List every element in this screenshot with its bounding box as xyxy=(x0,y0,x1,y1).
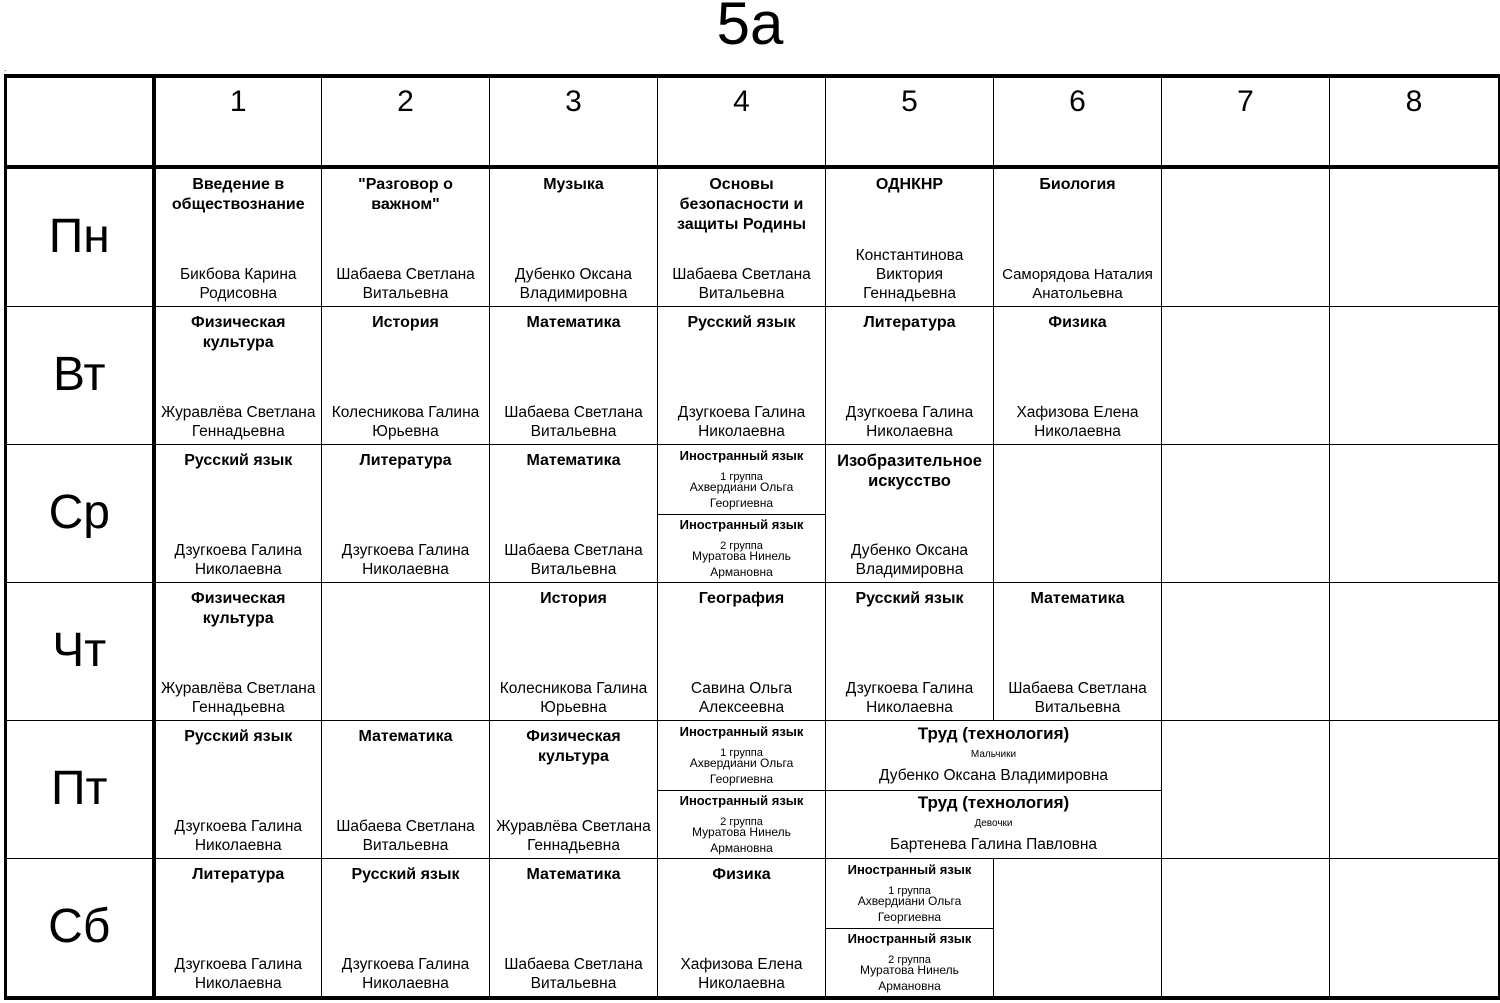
group-1-lesson xyxy=(658,445,825,515)
teacher-name: Бартенева Галина Павловна xyxy=(889,836,1097,853)
empty-cell xyxy=(994,859,1162,999)
teacher-name: Дзугкоева Галина Николаевна xyxy=(174,956,303,992)
teacher-name: Шабаева Светлана Витальевна xyxy=(504,404,643,440)
subject-name: Русский язык xyxy=(351,866,460,883)
teacher-name: Журавлёва Светлана Геннадьевна xyxy=(496,818,651,854)
day-name: Пн xyxy=(48,210,110,263)
subject-name: ОДНКНР xyxy=(875,176,944,193)
lesson-cell xyxy=(994,307,1162,445)
empty-cell xyxy=(1330,721,1500,859)
empty-cell xyxy=(1330,859,1500,999)
lesson-cell xyxy=(322,307,490,445)
lesson-cell xyxy=(154,583,322,721)
teacher-name: Ахвердиани Ольга Георгиевна xyxy=(857,894,962,924)
empty-cell xyxy=(1162,167,1330,307)
lesson-cell xyxy=(322,167,490,307)
teacher-name: Дубенко Оксана Владимировна xyxy=(850,542,969,578)
empty-cell xyxy=(1162,445,1330,583)
group-label: 2 группа xyxy=(720,816,763,828)
teacher-name: Шабаева Светлана Витальевна xyxy=(504,542,643,578)
subject-name: Труд (технология) xyxy=(917,793,1070,812)
lesson-number-4 xyxy=(658,76,826,167)
lesson-number-3 xyxy=(490,76,658,167)
empty-cell xyxy=(1330,167,1500,307)
teacher-name: Муратова Нинель Армановна xyxy=(692,825,791,855)
day-header xyxy=(6,307,154,445)
empty-cell xyxy=(1330,583,1500,721)
lesson-number: 1 xyxy=(229,85,247,118)
empty-cell xyxy=(1162,721,1330,859)
subject-name: Иностранный язык xyxy=(679,448,804,463)
lesson-cell xyxy=(826,445,994,583)
group-label: Девочки xyxy=(974,818,1013,829)
lesson-number-6 xyxy=(994,76,1162,167)
teacher-name: Колесникова Галина Юрьевна xyxy=(499,680,648,716)
lesson-cell xyxy=(658,859,826,999)
corner-cell xyxy=(6,76,154,167)
teacher-name: Журавлёва Светлана Геннадьевна xyxy=(161,404,316,440)
group-label: 1 группа xyxy=(888,885,931,897)
teacher-name: Шабаева Светлана Витальевна xyxy=(672,266,811,302)
header-row xyxy=(6,76,1500,167)
lesson-cell xyxy=(154,307,322,445)
teacher-name: Шабаева Светлана Витальевна xyxy=(504,956,643,992)
day-header xyxy=(6,859,154,999)
empty-cell xyxy=(994,445,1162,583)
day-header xyxy=(6,721,154,859)
subject-name: Литература xyxy=(359,452,452,469)
lesson-number: 7 xyxy=(1237,85,1254,118)
day-header xyxy=(6,167,154,307)
empty-cell xyxy=(1330,445,1500,583)
schedule-table xyxy=(4,74,1500,1000)
subject-name: Иностранный язык xyxy=(847,862,972,877)
corner-mark: . xyxy=(4,64,7,73)
lesson-cell xyxy=(994,167,1162,307)
lesson-cell xyxy=(154,721,322,859)
teacher-name: Дзугкоева Галина Николаевна xyxy=(845,404,974,440)
teacher-name: Дзугкоева Галина Николаевна xyxy=(341,542,470,578)
group-2-lesson xyxy=(826,928,993,996)
teacher-name: Саморядова Наталия Анатольевна xyxy=(1002,266,1153,302)
lesson-number: 6 xyxy=(1069,85,1086,118)
lesson-cell xyxy=(658,583,826,721)
group-2-lesson xyxy=(658,514,825,582)
lesson-cell xyxy=(154,445,322,583)
empty-cell xyxy=(1162,583,1330,721)
subject-name: Математика xyxy=(526,866,621,883)
teacher-name: Дзугкоева Галина Николаевна xyxy=(677,404,806,440)
lesson-number: 4 xyxy=(733,85,750,118)
subject-name: Литература xyxy=(863,314,956,331)
day-row-sat xyxy=(6,859,1500,999)
teacher-name: Колесникова Галина Юрьевна xyxy=(331,404,480,440)
subject-name: Иностранный язык xyxy=(679,724,804,739)
subject-name: Иностранный язык xyxy=(679,517,804,532)
subject-name: Основы безопасности и защиты Родины xyxy=(676,176,807,233)
split-lesson-cell xyxy=(658,445,826,583)
group-label: 2 группа xyxy=(720,540,763,552)
subject-name: История xyxy=(372,314,439,331)
lesson-cell xyxy=(658,167,826,307)
day-row-tue xyxy=(6,307,1500,445)
subject-name: "Разговор о важном" xyxy=(358,176,453,213)
teacher-name: Дзугкоева Галина Николаевна xyxy=(174,542,303,578)
lesson-cell xyxy=(826,307,994,445)
day-row-mon xyxy=(6,167,1500,307)
teacher-name: Бикбова Карина Родисовна xyxy=(179,266,297,302)
lesson-number-2 xyxy=(322,76,490,167)
lesson-cell xyxy=(826,583,994,721)
lesson-cell xyxy=(490,445,658,583)
subject-name: Русский язык xyxy=(855,590,964,607)
teacher-name: Дзугкоева Галина Николаевна xyxy=(341,956,470,992)
lesson-cell xyxy=(490,167,658,307)
lesson-number: 2 xyxy=(397,85,414,118)
group-2-lesson xyxy=(826,790,1161,858)
teacher-name: Муратова Нинель Армановна xyxy=(692,549,791,579)
lesson-cell xyxy=(490,859,658,999)
empty-cell xyxy=(1162,307,1330,445)
subject-name: Физика xyxy=(1048,314,1107,331)
teacher-name: Хафизова Елена Николаевна xyxy=(1016,404,1139,440)
subject-name: Физическая культура xyxy=(526,728,621,765)
teacher-name: Дубенко Оксана Владимировна xyxy=(514,266,633,302)
day-name: Сб xyxy=(48,900,111,953)
lesson-number-1 xyxy=(154,76,322,167)
day-header xyxy=(6,583,154,721)
teacher-name: Хафизова Елена Николаевна xyxy=(680,956,803,992)
group-label: 1 группа xyxy=(720,471,763,483)
subject-name: География xyxy=(698,590,785,607)
subject-name: Русский язык xyxy=(687,314,796,331)
lesson-cell xyxy=(826,167,994,307)
subject-name: Русский язык xyxy=(184,728,293,745)
subject-name: Русский язык xyxy=(184,452,293,469)
subject-name: Изобразительное искусство xyxy=(837,452,982,490)
subject-name: Математика xyxy=(526,452,621,469)
teacher-name: Константинова Виктория Геннадьевна xyxy=(855,247,964,302)
lesson-cell xyxy=(490,307,658,445)
split-lesson-cell xyxy=(658,721,826,859)
subject-name: История xyxy=(540,590,607,607)
subject-name: Биология xyxy=(1039,176,1116,193)
day-row-wed xyxy=(6,445,1500,583)
split-lesson-cell xyxy=(826,859,994,999)
day-name: Чт xyxy=(52,624,107,677)
group-label: 1 группа xyxy=(720,747,763,759)
subject-name: Физическая культура xyxy=(191,314,286,351)
group-1-lesson xyxy=(826,721,1161,791)
lesson-cell xyxy=(322,859,490,999)
subject-name: Физическая культура xyxy=(191,590,286,627)
lesson-cell xyxy=(658,307,826,445)
subject-name: Введение в обществознание xyxy=(171,176,305,213)
lesson-number-5 xyxy=(826,76,994,167)
subject-name: Математика xyxy=(1030,590,1125,607)
split-lesson-cell-wide xyxy=(826,721,1162,859)
subject-name: Труд (технология) xyxy=(917,724,1070,743)
day-row-thu xyxy=(6,583,1500,721)
lesson-cell xyxy=(322,721,490,859)
lesson-number: 8 xyxy=(1405,85,1423,118)
empty-cell xyxy=(1330,307,1500,445)
subject-name: Музыка xyxy=(543,176,604,193)
subject-name: Физика xyxy=(712,866,771,883)
subject-name: Литература xyxy=(192,866,285,883)
lesson-cell xyxy=(490,721,658,859)
subject-name: Иностранный язык xyxy=(847,931,972,946)
teacher-name: Муратова Нинель Армановна xyxy=(860,963,959,993)
lesson-number-7 xyxy=(1162,76,1330,167)
group-label: 2 группа xyxy=(888,954,931,966)
lesson-number-8 xyxy=(1330,76,1500,167)
lesson-cell xyxy=(154,859,322,999)
teacher-name: Ахвердиани Ольга Георгиевна xyxy=(689,756,794,786)
lesson-cell xyxy=(490,583,658,721)
lesson-number: 3 xyxy=(565,85,582,118)
day-name: Ср xyxy=(48,486,110,539)
subject-name: Математика xyxy=(526,314,621,331)
teacher-name: Дубенко Оксана Владимировна xyxy=(878,767,1109,784)
empty-cell xyxy=(1162,859,1330,999)
teacher-name: Савина Ольга Алексеевна xyxy=(690,680,793,716)
lesson-cell xyxy=(994,583,1162,721)
empty-cell xyxy=(322,583,490,721)
group-1-lesson xyxy=(658,721,825,791)
day-name: Пт xyxy=(51,762,108,815)
day-name: Вт xyxy=(53,348,106,401)
teacher-name: Шабаева Светлана Витальевна xyxy=(336,818,475,854)
teacher-name: Шабаева Светлана Витальевна xyxy=(336,266,475,302)
teacher-name: Журавлёва Светлана Геннадьевна xyxy=(161,680,316,716)
group-1-lesson xyxy=(826,859,993,929)
day-row-fri xyxy=(6,721,1500,859)
lesson-cell xyxy=(322,445,490,583)
day-header xyxy=(6,445,154,583)
teacher-name: Шабаева Светлана Витальевна xyxy=(1008,680,1147,716)
group-label: Мальчики xyxy=(970,749,1017,760)
page-title: 5а xyxy=(716,0,784,57)
subject-name: Иностранный язык xyxy=(679,793,804,808)
lesson-number: 5 xyxy=(901,85,918,118)
teacher-name: Дзугкоева Галина Николаевна xyxy=(174,818,303,854)
teacher-name: Дзугкоева Галина Николаевна xyxy=(845,680,974,716)
lesson-cell xyxy=(154,167,322,307)
group-2-lesson xyxy=(658,790,825,858)
teacher-name: Ахвердиани Ольга Георгиевна xyxy=(689,480,794,510)
subject-name: Математика xyxy=(358,728,453,745)
